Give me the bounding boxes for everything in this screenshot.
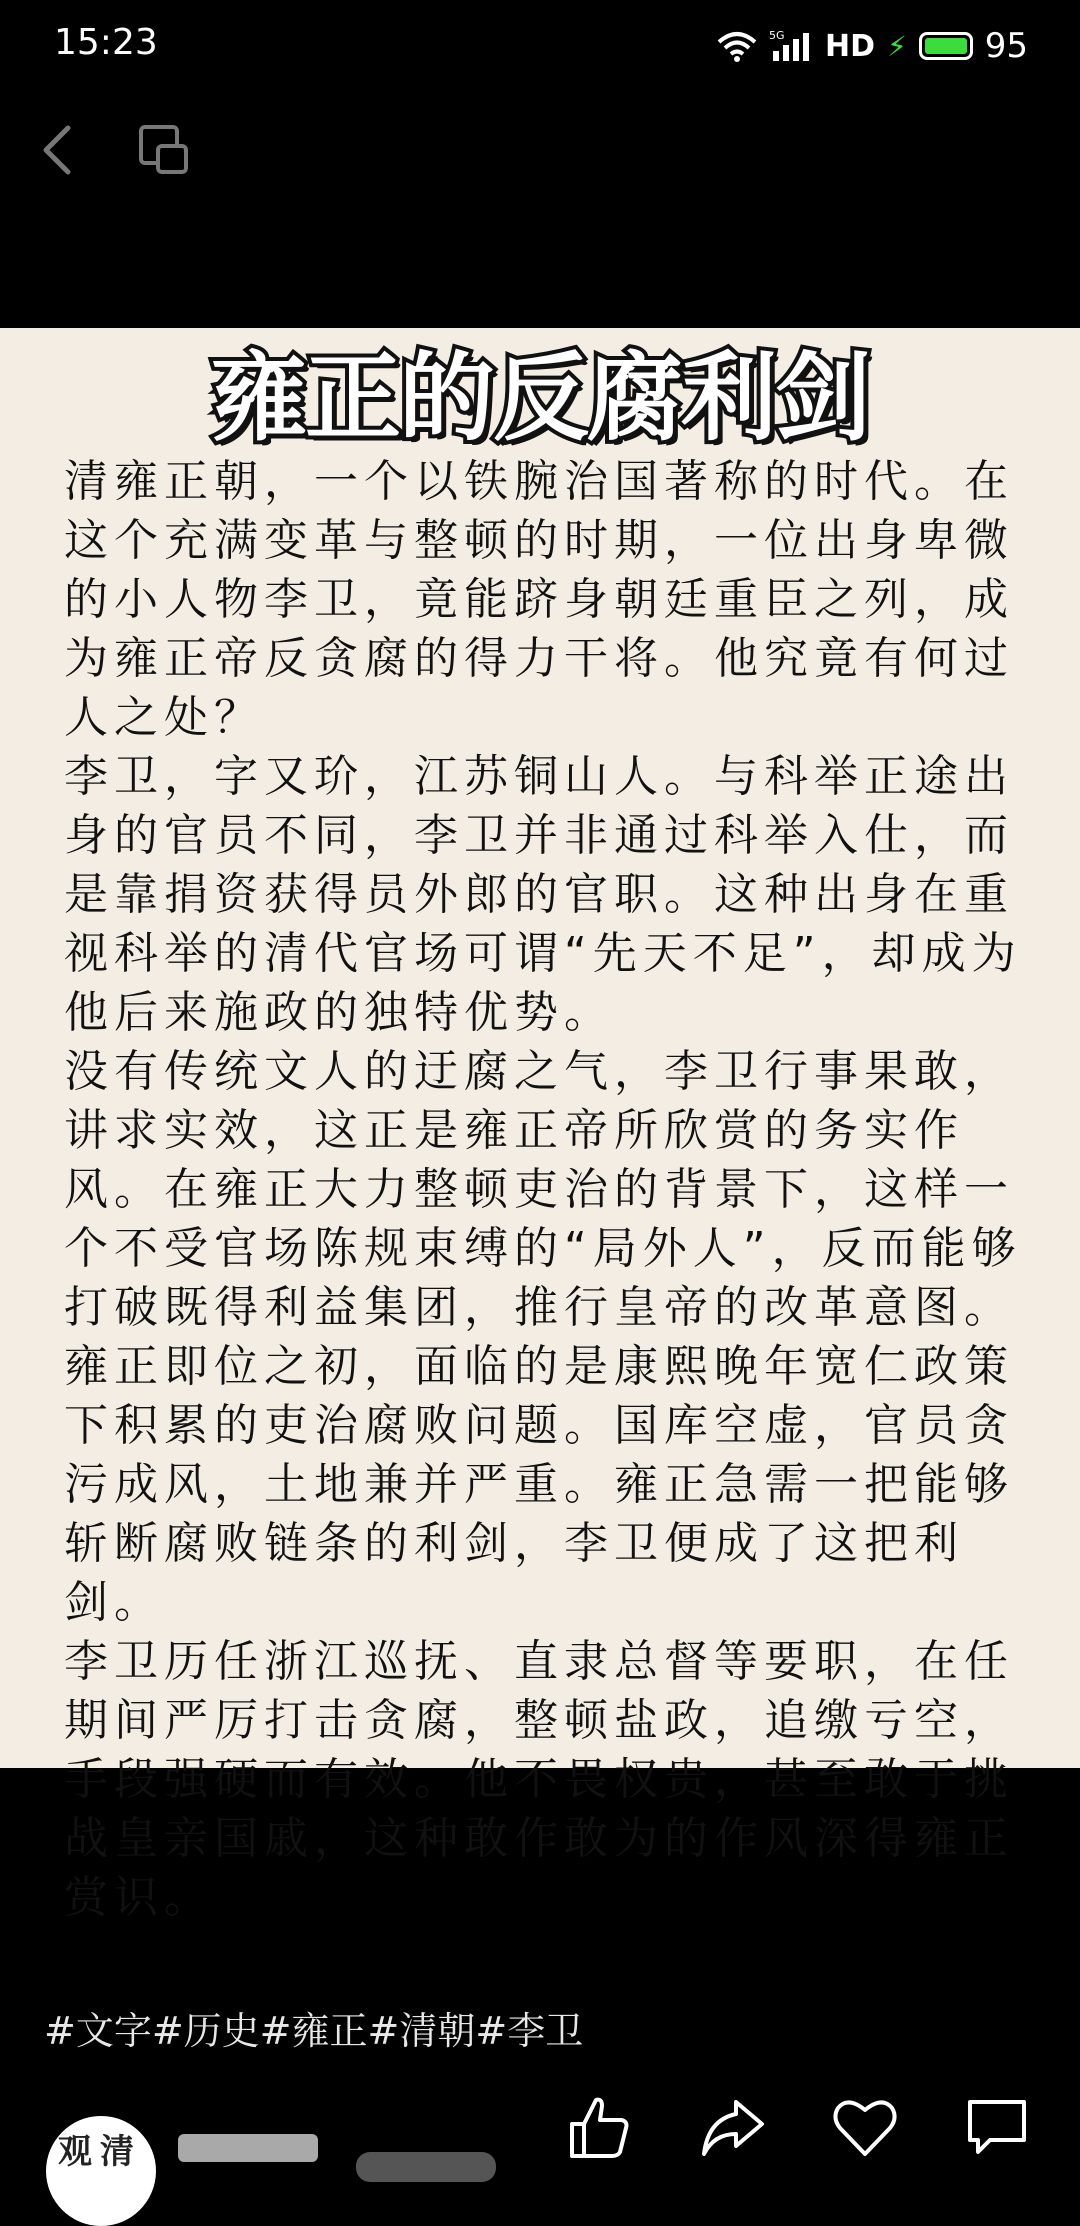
status-indicators (717, 24, 1028, 68)
paragraph: 李卫，字又玠，江苏铜山人。与科举正途出身的官员不同，李卫并非通过科举入仕，而是靠捐资获得员外郎的官职。这种出身在重视科举的清代官场可谓“先天不足”，却成为他后来施政的独特优势。 (64, 751, 1022, 1038)
battery-icon (919, 32, 973, 60)
author-name[interactable] (178, 2134, 318, 2162)
hd-label: HD (825, 28, 876, 64)
back-icon[interactable] (38, 122, 78, 178)
paragraph: 李卫历任浙江巡抚、直隶总督等要职，在任期间严厉打击贪腐，整顿盐政，追缴亏空，手段强硬而有效。他不畏权贵，甚至敢于挑战皇亲国戚，这种敢作敢为的作风深得雍正赏识。 (64, 1636, 1014, 1923)
status-time: 15:23 (54, 22, 158, 63)
network-type: 5G (769, 29, 785, 42)
avatar[interactable] (46, 2116, 156, 2226)
comment-icon[interactable] (964, 2094, 1030, 2160)
share-icon[interactable] (700, 2094, 766, 2160)
top-nav (0, 110, 1080, 190)
status-bar (0, 0, 1080, 96)
signal-icon (769, 29, 813, 63)
thumbs-up-icon[interactable] (566, 2094, 632, 2160)
avatar-logo-text: 观清 (58, 2132, 142, 2172)
hashtags[interactable]: #文字#历史#雍正#清朝#李卫 (44, 2009, 584, 2053)
paragraph: 清雍正朝，一个以铁腕治国著称的时代。在这个充满变革与整顿的时期，一位出身卑微的小人物李卫，竟能跻身朝廷重臣之列，成为雍正帝反贪腐的得力干将。他究竟有何过人之处？ (64, 456, 1014, 743)
window-switch-icon[interactable] (138, 124, 190, 176)
paragraph: 雍正即位之初，面临的是康熙晚年宽仁政策下积累的吏治腐败问题。国库空虚，官员贪污成风，土地兼并严重。雍正急需一把能够斩断腐败链条的利剑，李卫便成了这把利剑。 (64, 1341, 1014, 1628)
charging-icon: ⚡ (887, 29, 907, 63)
article-title: 雍正的反腐利剑 (211, 342, 869, 454)
follow-button[interactable] (356, 2152, 496, 2182)
paragraph: 没有传统文人的迂腐之气，李卫行事果敢，讲求实效，这正是雍正帝所欣赏的务实作风。在雍正大力整顿吏治的背景下，这样一个不受官场陈规束缚的“局外人”，反而能够打破既得利益集团，推行皇帝的改革意图。 (64, 1046, 1022, 1333)
article-image[interactable] (0, 328, 1080, 1923)
bottom-bar (0, 2090, 1080, 2172)
wifi-icon (717, 30, 757, 62)
article-body (64, 452, 1024, 1927)
heart-icon[interactable] (832, 2094, 898, 2160)
battery-level: 95 (984, 26, 1028, 66)
